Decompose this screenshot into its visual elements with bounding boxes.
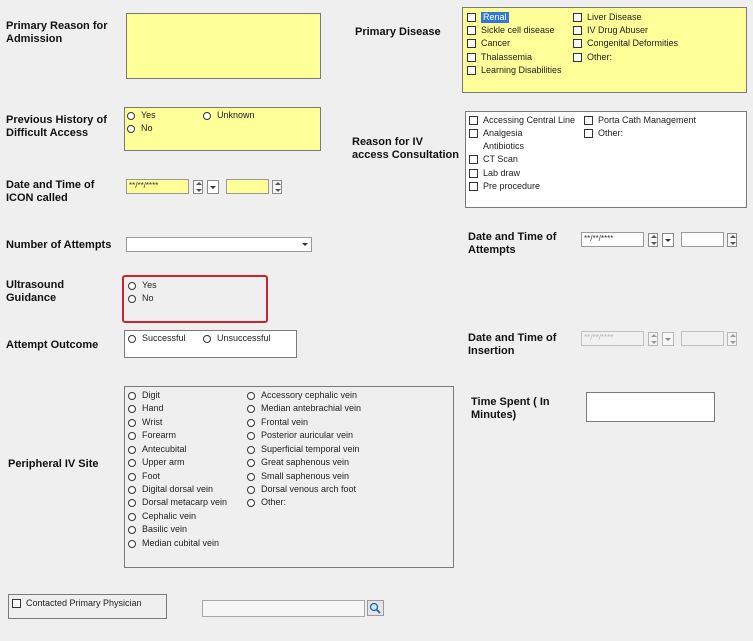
date-icon-date-input[interactable]: **/**/**** [126, 179, 189, 194]
primary-disease-group [462, 7, 747, 93]
reason-iv-group [465, 111, 747, 208]
site-superficial-temporal-radio[interactable]: Superficial temporal vein [247, 444, 360, 455]
site-cephalic-radio[interactable]: Cephalic vein [128, 511, 196, 522]
reason-iv-label: Reason for IV access Consultation [352, 136, 459, 161]
site-upper-arm-radio[interactable]: Upper arm [128, 457, 185, 468]
disease-other-checkbox[interactable]: Other: [573, 52, 612, 63]
primary-disease-label: Primary Disease [355, 26, 441, 38]
reason-preprocedure-checkbox[interactable]: Pre procedure [469, 181, 540, 192]
site-basilic-radio[interactable]: Basilic vein [128, 524, 187, 535]
attempt-outcome-group [124, 330, 297, 358]
site-small-saphenous-radio[interactable]: Small saphenous vein [247, 471, 349, 482]
time-spent-input[interactable] [586, 392, 715, 422]
prev-history-group [124, 107, 321, 151]
contacted-physician-group [8, 594, 167, 619]
attempt-outcome-label: Attempt Outcome [6, 339, 99, 351]
reason-central-line-checkbox[interactable]: Accessing Central Line [469, 115, 575, 126]
num-attempts-select[interactable] [126, 237, 312, 252]
site-forearm-radio[interactable]: Forearm [128, 430, 176, 441]
date-insertion-time-spinner[interactable] [727, 332, 737, 346]
site-hand-radio[interactable]: Hand [128, 403, 164, 414]
site-other-radio[interactable]: Other: [247, 497, 286, 508]
primary-reason-label: Primary Reason for Admission [6, 20, 108, 45]
outcome-successful-radio[interactable]: Successful [128, 333, 186, 344]
site-dorsal-metacarp-radio[interactable]: Dorsal metacarp vein [128, 497, 227, 508]
peripheral-iv-group [124, 386, 454, 568]
prev-history-yes-radio[interactable]: Yes [127, 110, 156, 121]
date-icon-date-spinner[interactable] [193, 180, 203, 194]
site-posterior-auricular-radio[interactable]: Posterior auricular vein [247, 430, 353, 441]
disease-learning-checkbox[interactable]: Learning Disabilities [467, 65, 562, 76]
disease-sickle-checkbox[interactable]: Sickle cell disease [467, 25, 555, 36]
site-median-cubital-radio[interactable]: Median cubital vein [128, 538, 219, 549]
site-median-antebrachial-radio[interactable]: Median antebrachial vein [247, 403, 361, 414]
prev-history-unknown-radio[interactable]: Unknown [203, 110, 255, 121]
date-icon-label: Date and Time of ICON called [6, 179, 95, 204]
disease-renal-checkbox[interactable]: Renal [467, 12, 509, 23]
ultrasound-group [122, 275, 268, 323]
search-icon [368, 601, 383, 615]
date-attempts-date-input[interactable]: **/**/**** [581, 232, 644, 247]
site-foot-radio[interactable]: Foot [128, 471, 160, 482]
date-attempts-label: Date and Time of Attempts [468, 231, 557, 256]
site-dorsal-venous-arch-radio[interactable]: Dorsal venous arch foot [247, 484, 356, 495]
date-icon-time-input[interactable] [226, 179, 269, 194]
date-insertion-date-input[interactable]: **/**/**** [581, 331, 644, 346]
reason-analgesia-checkbox[interactable]: Analgesia [469, 128, 523, 139]
date-attempts-time-input[interactable] [681, 232, 724, 247]
reason-antibiotics-checkbox[interactable]: Antibiotics [483, 141, 525, 151]
site-wrist-radio[interactable]: Wrist [128, 417, 162, 428]
outcome-unsuccessful-radio[interactable]: Unsuccessful [203, 333, 271, 344]
time-spent-label: Time Spent ( In Minutes) [471, 396, 550, 421]
disease-congenital-checkbox[interactable]: Congenital Deformities [573, 38, 678, 49]
date-attempts-date-dropdown[interactable] [662, 233, 674, 247]
disease-thalassemia-checkbox[interactable]: Thalassemia [467, 52, 532, 63]
date-attempts-date-spinner[interactable] [648, 233, 658, 247]
prev-history-label: Previous History of Difficult Access [6, 114, 107, 139]
chevron-down-icon [302, 243, 308, 246]
site-accessory-cephalic-radio[interactable]: Accessory cephalic vein [247, 390, 357, 401]
site-great-saphenous-radio[interactable]: Great saphenous vein [247, 457, 349, 468]
ultrasound-yes-radio[interactable]: Yes [128, 280, 157, 291]
date-insertion-label: Date and Time of Insertion [468, 332, 557, 357]
reason-ctscan-checkbox[interactable]: CT Scan [469, 154, 518, 165]
disease-liver-checkbox[interactable]: Liver Disease [573, 12, 642, 23]
date-icon-time-spinner[interactable] [272, 180, 282, 194]
peripheral-iv-label: Peripheral IV Site [8, 458, 99, 470]
disease-ivdrug-checkbox[interactable]: IV Drug Abuser [573, 25, 648, 36]
date-attempts-time-spinner[interactable] [727, 233, 737, 247]
reason-portacath-checkbox[interactable]: Porta Cath Management [584, 115, 696, 126]
reason-other-checkbox[interactable]: Other: [584, 128, 623, 139]
site-antecubital-radio[interactable]: Antecubital [128, 444, 187, 455]
search-button[interactable] [367, 600, 384, 616]
date-insertion-date-dropdown[interactable] [662, 332, 674, 346]
date-insertion-date-spinner[interactable] [648, 332, 658, 346]
num-attempts-label: Number of Attempts [6, 239, 112, 251]
date-insertion-time-input[interactable] [681, 331, 724, 346]
ultrasound-no-radio[interactable]: No [128, 293, 154, 304]
primary-reason-field[interactable] [126, 13, 321, 79]
reason-labdraw-checkbox[interactable]: Lab draw [469, 168, 520, 179]
site-frontal-radio[interactable]: Frontal vein [247, 417, 308, 428]
ultrasound-label: Ultrasound Guidance [6, 279, 65, 304]
contacted-physician-checkbox[interactable]: Contacted Primary Physician [12, 598, 142, 609]
prev-history-no-radio[interactable]: No [127, 123, 153, 134]
site-digit-radio[interactable]: Digit [128, 390, 160, 401]
date-icon-date-dropdown[interactable] [207, 180, 219, 194]
search-input[interactable] [202, 600, 365, 617]
disease-cancer-checkbox[interactable]: Cancer [467, 38, 510, 49]
site-digital-dorsal-radio[interactable]: Digital dorsal vein [128, 484, 213, 495]
